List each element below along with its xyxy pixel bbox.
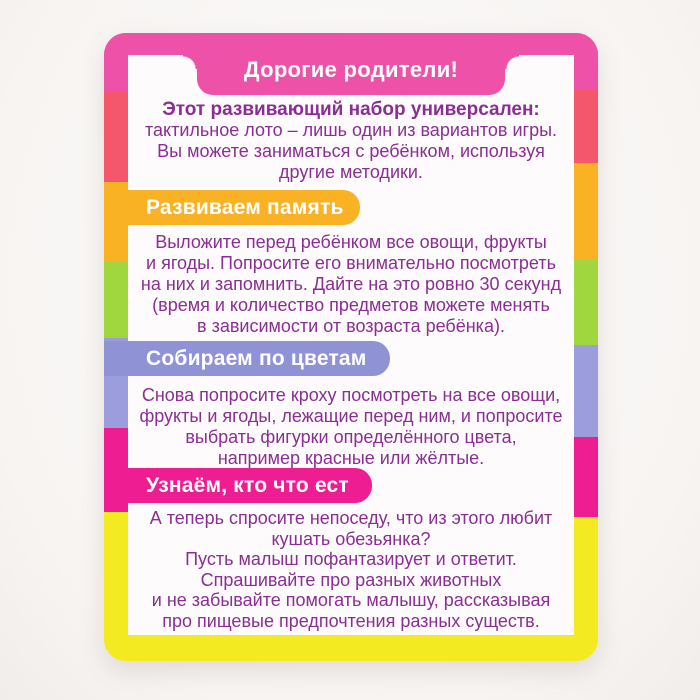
- bottom-border-band: [104, 635, 598, 661]
- text-line: Выложите перед ребёнком все овощи, фрукты: [155, 232, 547, 252]
- text-line: и не забывайте помогать малышу, рассказывая: [151, 590, 551, 610]
- stripe-orange: [574, 163, 598, 260]
- title-banner: [197, 33, 505, 95]
- text-line: на них и запомнить. Дайте на это ровно 30 секунд: [140, 274, 562, 294]
- intro-lead: Этот развивающий набор универсален:: [162, 99, 540, 120]
- text-line: фрукты и ягоды, лежащие перед ним, и попросите: [139, 406, 563, 426]
- section-text-colors: [134, 385, 568, 469]
- stripe-periwinkle: [574, 345, 598, 437]
- section-heading-label: Собираем по цветам: [146, 346, 367, 370]
- text-line: выбрать фигурки определённого цвета,: [185, 427, 517, 447]
- text-line: Спрашивайте про разных животных: [200, 569, 502, 590]
- rainbow-border-right: [574, 33, 598, 661]
- section-heading-who-eats: [104, 468, 372, 503]
- card-title: Дорогие родители!: [243, 57, 459, 82]
- text-line: тактильное лото – лишь один из вариантов игры.: [144, 120, 558, 140]
- stripe-red: [574, 90, 598, 163]
- text-line: (время и количество предметов можете менять: [152, 295, 550, 315]
- stripe-green: [574, 260, 598, 345]
- section-heading-colors: [104, 341, 390, 376]
- text-line: А теперь спросите непоседу, что из этого любит: [149, 508, 553, 528]
- intro-text: [134, 99, 568, 183]
- text-line: Вы можете заниматься с ребёнком, используя: [157, 141, 545, 161]
- text-line: кушать обезьянка?: [271, 528, 431, 549]
- section-text-memory: [134, 232, 568, 337]
- text-line: про пищевые предпочтения разных существ.: [162, 610, 540, 631]
- section-heading-label: Развиваем память: [146, 195, 344, 219]
- text-line: и ягоды. Попросите его внимательно посмотреть: [146, 253, 556, 273]
- section-heading-label: Узнаём, кто что ест: [146, 473, 349, 497]
- section-heading-memory: [104, 190, 360, 225]
- instruction-card: [104, 33, 598, 661]
- tab-fillet-left: [183, 55, 197, 69]
- text-line: в зависимости от возраста ребёнка).: [197, 316, 505, 336]
- text-line: Снова попросите кроху посмотреть на все овощи,: [141, 385, 561, 405]
- stripe-magenta: [574, 437, 598, 517]
- text-line: например красные или жёлтые.: [217, 448, 485, 468]
- stripe-red: [104, 92, 128, 182]
- tab-fillet-right: [505, 55, 519, 69]
- text-line: Пусть малыш пофантазирует и ответит.: [185, 549, 517, 569]
- text-line: другие методики.: [279, 162, 423, 182]
- section-text-who-eats: [134, 508, 568, 631]
- stripe-green: [104, 262, 128, 338]
